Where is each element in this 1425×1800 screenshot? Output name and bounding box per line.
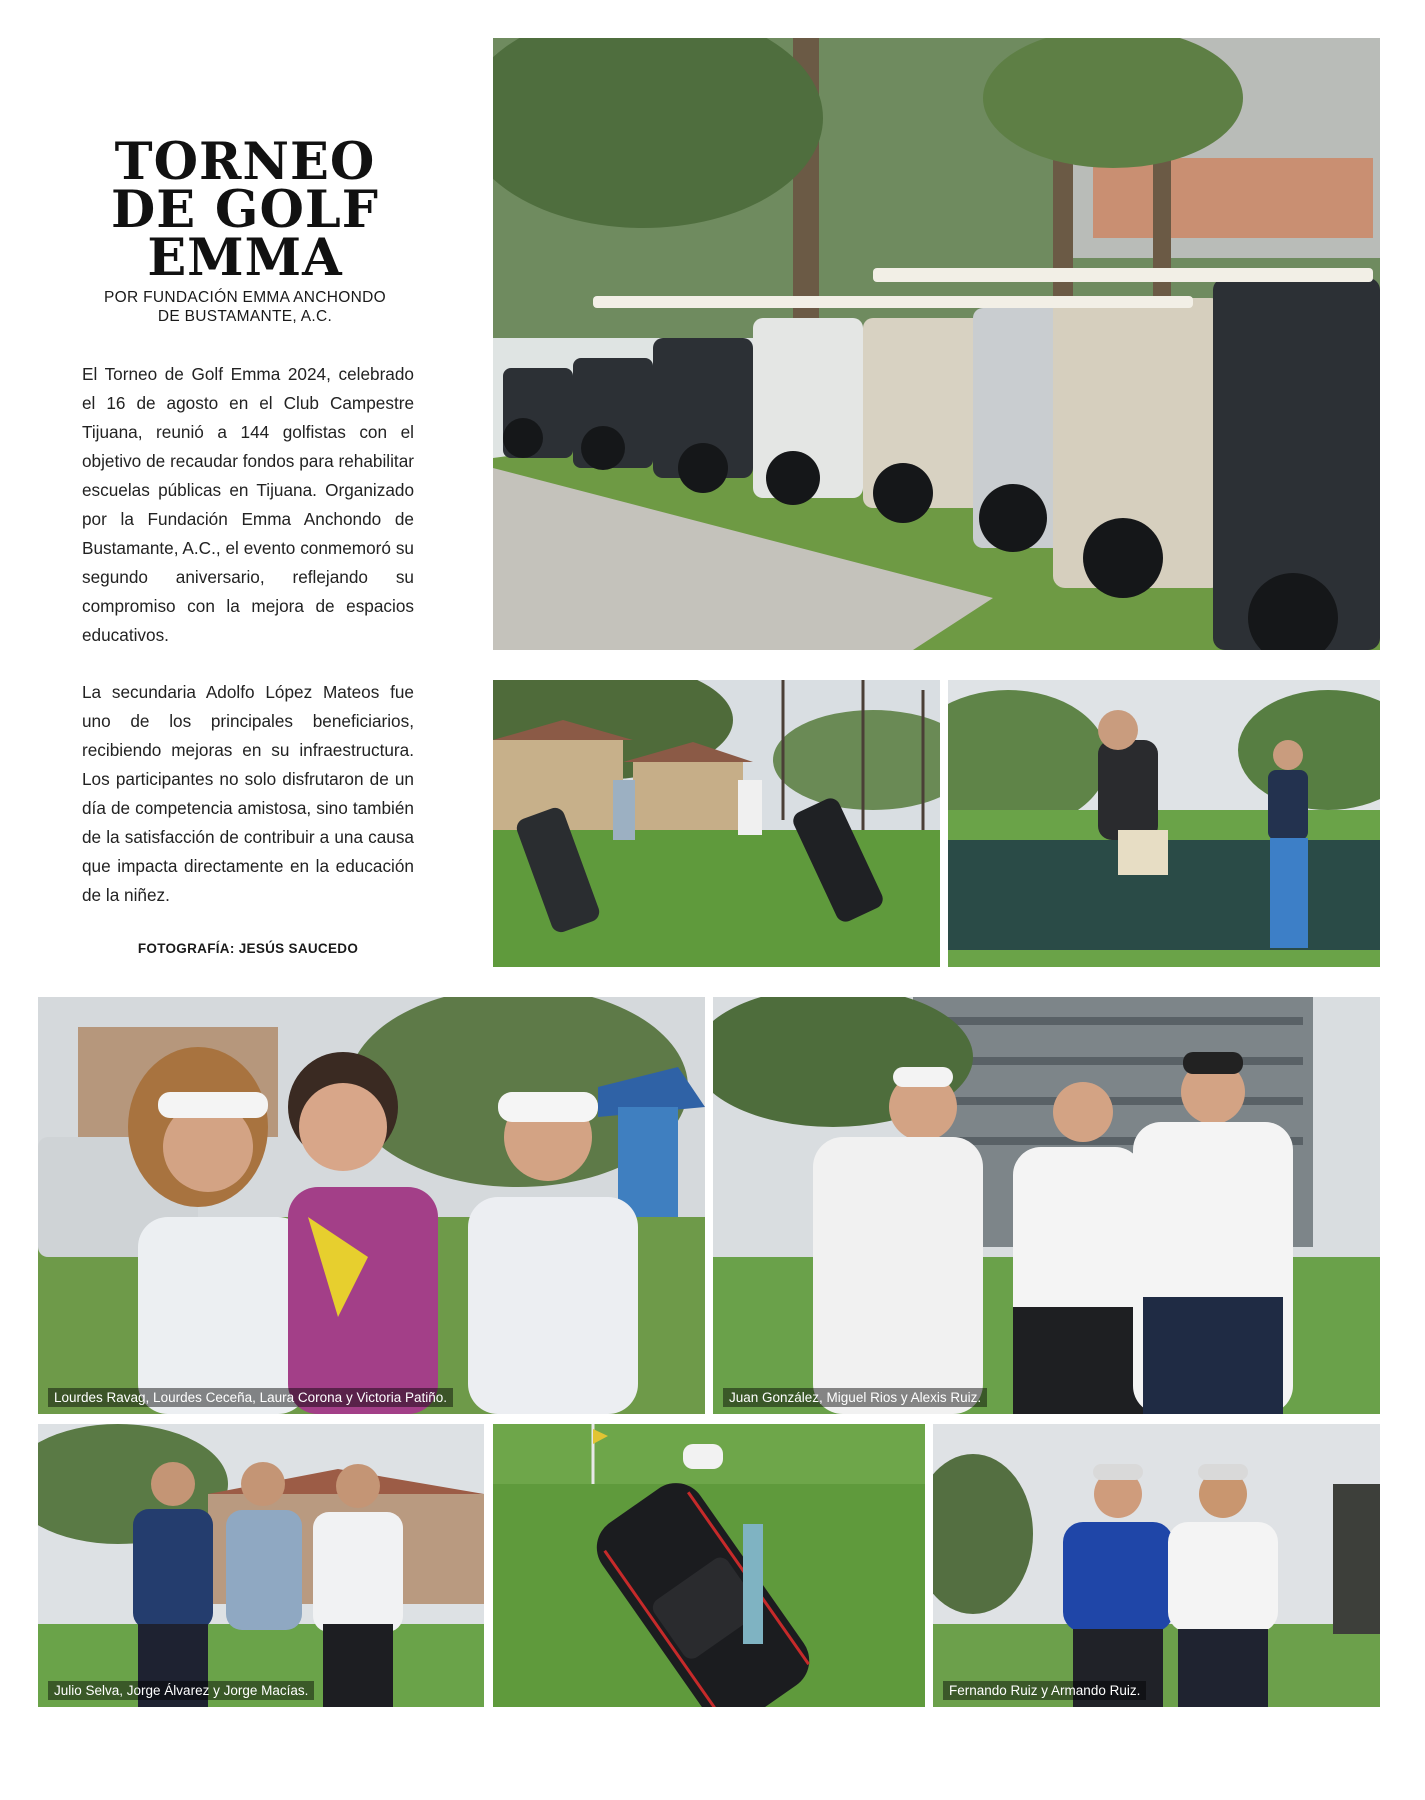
article-title [60,132,430,288]
article-body [82,360,414,938]
three-men-course-photo [38,1424,484,1707]
two-men-photo [933,1424,1380,1707]
caption-men-left: Julio Selva, Jorge Álvarez y Jorge Macías. [48,1681,314,1700]
caption-women: Lourdes Ravag, Lourdes Ceceña, Laura Corona y Victoria Patiño. [48,1388,453,1407]
golf-carts-photo [493,38,1380,650]
title-line-3: EMMA [147,228,343,288]
paragraph-2: La secundaria Adolfo López Mateos fue uno de los principales beneficiarios, recibiendo mejoras en su infraestructura. Los participantes no solo disfrutaron de un día de competencia amistosa, sino también de la satisfacción de contribuir a una causa que impacta directamente en la educación de la niñez. [82,682,414,905]
title-line-2: DE GOLF [111,180,379,240]
three-men-photo [713,997,1380,1414]
three-women-photo [38,997,705,1414]
subtitle-line-1: POR FUNDACIÓN EMMA ANCHONDO [104,289,386,306]
title-line-1: TORNEO [114,132,376,192]
article-subtitle [60,288,430,326]
caption-men-three: Juan González, Miguel Rios y Alexis Ruiz. [723,1388,987,1407]
subtitle-line-2: DE BUSTAMANTE, A.C. [157,308,333,325]
titleist-bag-photo [493,1424,925,1707]
golf-course-bags-photo [493,680,940,967]
boy-swinging-photo [948,680,1380,967]
photo-credit: FOTOGRAFÍA: JESÚS SAUCEDO [137,941,359,956]
caption-men-pair: Fernando Ruiz y Armando Ruiz. [943,1681,1146,1700]
paragraph-1: El Torneo de Golf Emma 2024, celebrado el 16 de agosto en el Club Campestre Tijuana, reunió a 144 golfistas con el objetivo de recaudar fondos para rehabilitar escuelas públicas en Tijuana. Organizado por la Fundación Emma Anchondo de Bustamante, A.C., el evento conmemoró su segundo aniversario, reflejando su compromiso con la mejora de espacios educativos. [82,364,414,645]
